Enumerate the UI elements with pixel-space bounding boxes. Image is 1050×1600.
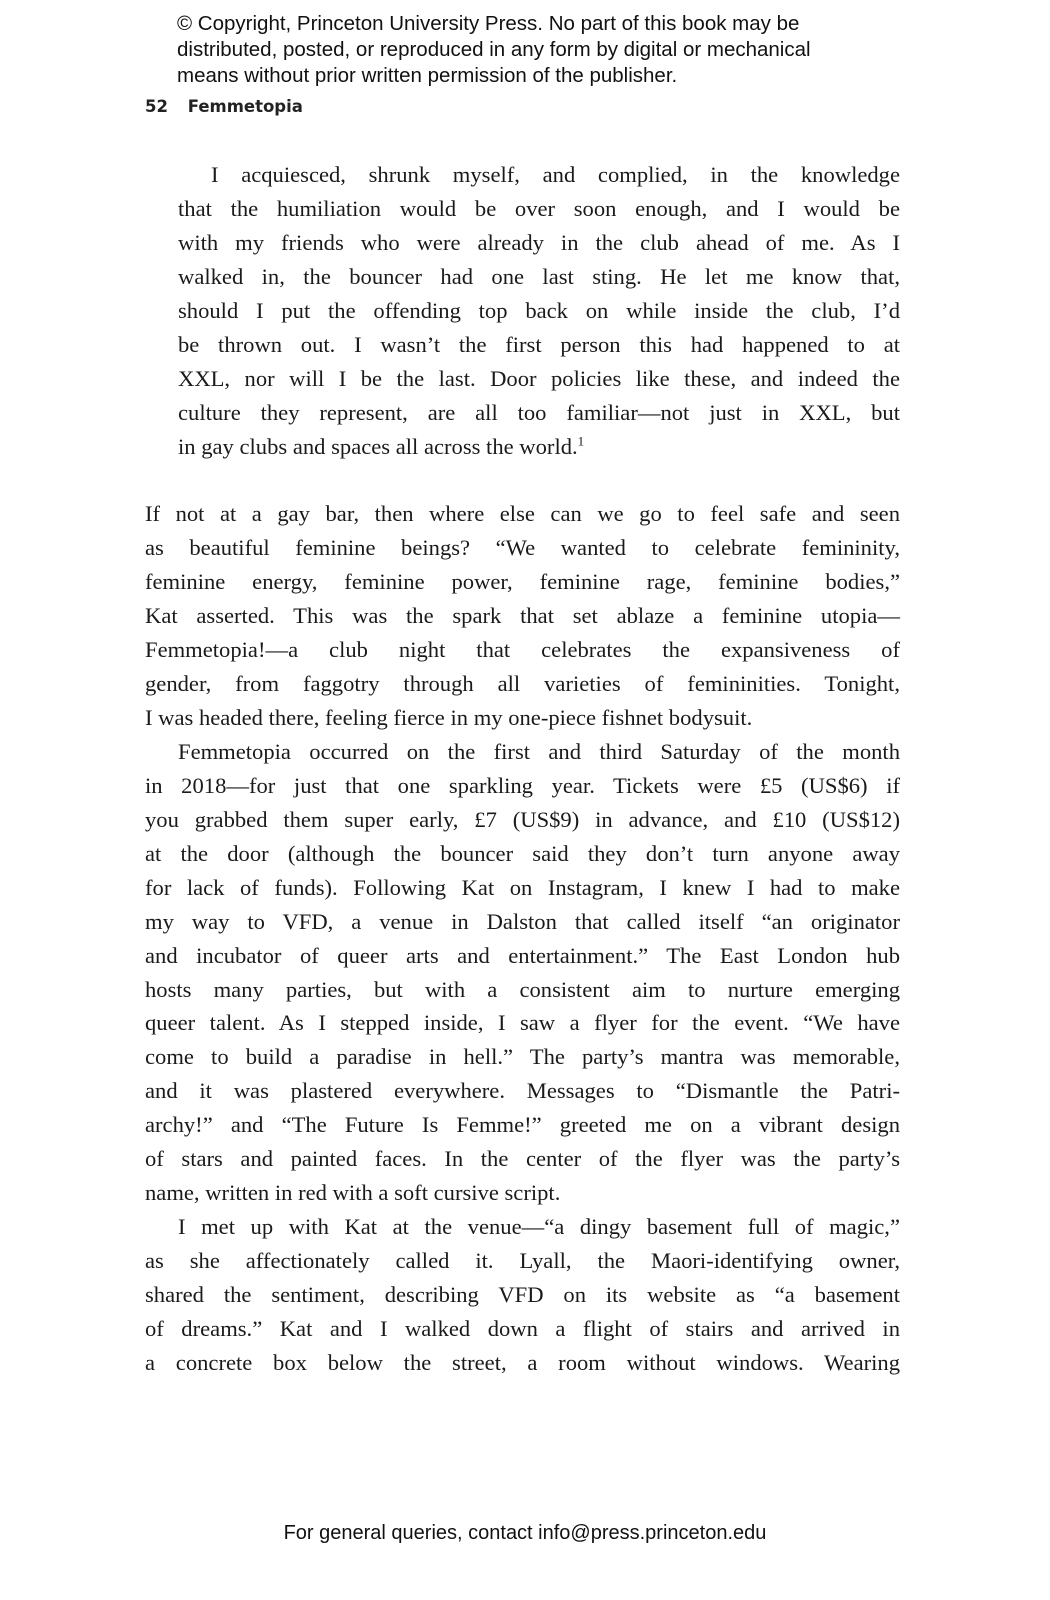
- line-text: name, written in red with a soft cursive script.: [145, 1180, 561, 1206]
- text-line: [145, 939, 900, 973]
- text-line: [178, 158, 900, 192]
- line-text: I was headed there, feeling fierce in my one-piece fishnet bodysuit.: [145, 705, 753, 730]
- footer-contact: For general queries, contact info@press.princeton.edu: [283, 1522, 767, 1544]
- line-text: Femmetopia!—a club night that celebrates the expansiveness of: [145, 637, 900, 663]
- block-quote: [145, 158, 900, 463]
- line-text: XXL, nor will I be the last. Door policies like these, and indeed the: [178, 365, 900, 391]
- copyright-notice: [177, 11, 897, 89]
- text-line: [145, 1312, 900, 1346]
- line-text: If not at a gay bar, then where else can we go to feel safe and seen: [145, 501, 900, 527]
- line-text: a concrete box below the street, a room without windows. Wearing: [145, 1349, 900, 1375]
- copyright-line: means without prior written permission of the publisher.: [177, 64, 678, 87]
- text-line: [178, 260, 900, 294]
- line-text: come to build a paradise in hell.” The party’s mantra was memorable,: [145, 1044, 900, 1070]
- line-text: at the door (although the bouncer said they don’t turn anyone away: [145, 840, 900, 866]
- copyright-line: © Copyright, Princeton University Press. No part of this book may be: [177, 12, 800, 35]
- line-text: be thrown out. I wasn’t the first person this had happened to at: [178, 331, 900, 357]
- text-line: [178, 328, 900, 362]
- text-line: [145, 1108, 900, 1142]
- text-line: [145, 871, 900, 905]
- paragraph: [145, 497, 900, 735]
- text-line: [178, 430, 900, 464]
- line-text: my way to VFD, a venue in Dalston that called itself “an originator: [145, 908, 900, 934]
- line-text: I acquiesced, shrunk myself, and complied, in the knowledge: [211, 162, 900, 187]
- text-line: [145, 1006, 900, 1040]
- text-line: [145, 803, 900, 837]
- line-text: gender, from faggotry through all varieties of femininities. Tonight,: [145, 671, 900, 697]
- line-text: of dreams.” Kat and I walked down a flight of stairs and arrived in: [145, 1315, 900, 1341]
- text-line: [145, 531, 900, 565]
- line-text: you grabbed them super early, £7 (US$9) in advance, and £10 (US$12): [145, 806, 900, 832]
- line-text: in gay clubs and spaces all across the world.: [178, 433, 578, 459]
- text-line: [178, 294, 900, 328]
- text-line: [145, 701, 900, 735]
- line-text: archy!” and “The Future Is Femme!” greeted me on a vibrant design: [145, 1112, 900, 1138]
- text-line: [178, 362, 900, 396]
- line-text: feminine energy, feminine power, feminine rage, feminine bodies,”: [145, 569, 900, 595]
- text-line: [178, 396, 900, 430]
- text-line: [145, 565, 900, 599]
- line-text: walked in, the bouncer had one last sting. He let me know that,: [178, 263, 900, 289]
- text-line: [145, 633, 900, 667]
- text-line: [178, 226, 900, 260]
- text-line: [145, 667, 900, 701]
- line-text: that the humiliation would be over soon enough, and I would be: [178, 195, 900, 221]
- paragraph: [145, 1210, 900, 1380]
- paragraph: [145, 735, 900, 1210]
- text-line: [145, 497, 900, 531]
- line-text: with my friends who were already in the club ahead of me. As I: [178, 229, 900, 255]
- text-line: [145, 1040, 900, 1074]
- text-line: [145, 1142, 900, 1176]
- text-line: [145, 1074, 900, 1108]
- copyright-line: distributed, posted, or reproduced in any form by digital or mechanical: [177, 38, 811, 61]
- line-text: in 2018—for just that one sparkling year. Tickets were £5 (US$6) if: [145, 772, 900, 798]
- line-text: Femmetopia occurred on the first and third Saturday of the month: [178, 738, 900, 764]
- text-line: [145, 905, 900, 939]
- line-text: Kat asserted. This was the spark that set ablaze a feminine utopia—: [145, 603, 900, 629]
- text-line: [145, 1210, 900, 1244]
- text-line: [145, 735, 900, 769]
- text-line: [145, 599, 900, 633]
- line-text: should I put the offending top back on while inside the club, I’d: [178, 297, 900, 323]
- footnote-marker[interactable]: 1: [577, 432, 585, 448]
- text-line: [145, 1176, 900, 1210]
- line-text: hosts many parties, but with a consistent aim to nurture emerging: [145, 976, 900, 1002]
- line-text: of stars and painted faces. In the center of the flyer was the party’s: [145, 1146, 900, 1172]
- line-text: and incubator of queer arts and entertainment.” The East London hub: [145, 942, 900, 968]
- text-line: [145, 1244, 900, 1278]
- text-line: [145, 769, 900, 803]
- text-line: [145, 1346, 900, 1380]
- line-text: as beautiful feminine beings? “We wanted to celebrate femininity,: [145, 535, 900, 561]
- line-text: culture they represent, are all too familiar—not just in XXL, but: [178, 399, 900, 425]
- text-line: [145, 837, 900, 871]
- body-text: [145, 158, 900, 1380]
- text-line: [178, 192, 900, 226]
- running-title: Femmetopia: [187, 97, 303, 116]
- running-head: [145, 97, 303, 116]
- line-text: and it was plastered everywhere. Messages to “Dismantle the Patri-: [145, 1078, 900, 1104]
- line-text: shared the sentiment, describing VFD on its website as “a basement: [145, 1281, 900, 1307]
- text-line: [145, 1278, 900, 1312]
- section-gap: [145, 463, 900, 497]
- line-text: as she affectionately called it. Lyall, the Maori-identifying owner,: [145, 1248, 900, 1273]
- line-text: for lack of funds). Following Kat on Instagram, I knew I had to make: [145, 874, 900, 900]
- text-line: [145, 973, 900, 1007]
- line-text: queer talent. As I stepped inside, I saw a flyer for the event. “We have: [145, 1010, 900, 1036]
- page-number: 52: [145, 97, 168, 116]
- line-text: I met up with Kat at the venue—“a dingy basement full of magic,”: [178, 1214, 900, 1240]
